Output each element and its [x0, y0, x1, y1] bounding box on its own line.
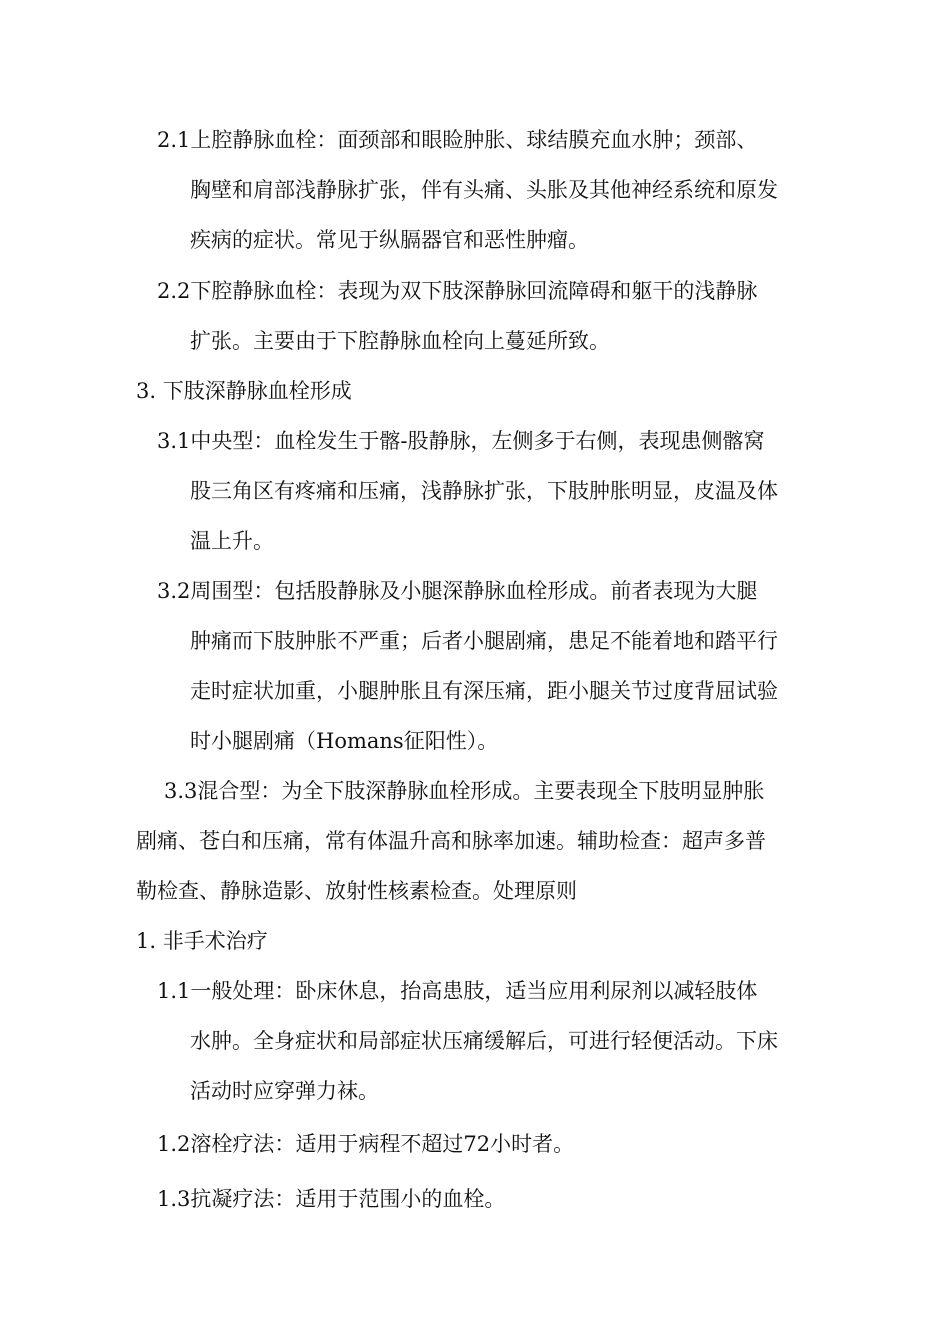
text-line: 胸壁和肩部浅静脉扩张，伴有头痛、头胀及其他神经系统和原发	[190, 178, 778, 202]
text-line: 勒检查、静脉造影、放射性核素检查。处理原则	[136, 879, 577, 903]
text-line: 水肿。全身症状和局部症状压痛缓解后，可进行轻便活动。下床	[190, 1029, 778, 1053]
section-heading: 1. 非手术治疗	[136, 929, 268, 953]
text-line: 温上升。	[190, 529, 274, 553]
text-line: 1.2溶栓疗法：适用于病程不超过72小时者。	[157, 1132, 575, 1156]
text-line: 股三角区有疼痛和压痛，浅静脉扩张，下肢肿胀明显，皮温及体	[190, 479, 778, 503]
text-line: 走时症状加重，小腿肿胀且有深压痛，距小腿关节过度背屈试验	[190, 679, 778, 703]
text-line: 1.3抗凝疗法：适用于范围小的血栓。	[157, 1187, 506, 1211]
text-line: 2.1上腔静脉血栓：面颈部和眼睑肿胀、球结膜充血水肿；颈部、	[157, 128, 758, 152]
text-line: 时小腿剧痛（Homans征阳性）。	[190, 729, 499, 753]
text-line: 3.1中央型：血栓发生于髂-股静脉，左侧多于右侧，表现患侧髂窝	[157, 429, 765, 453]
text-line: 3.2周围型：包括股静脉及小腿深静脉血栓形成。前者表现为大腿	[157, 579, 758, 603]
text-line: 剧痛、苍白和压痛，常有体温升高和脉率加速。辅助检查：超声多普	[136, 829, 766, 853]
section-heading: 3. 下肢深静脉血栓形成	[136, 379, 352, 403]
text-line: 1.1一般处理：卧床休息，抬高患肢，适当应用利尿剂以减轻肢体	[157, 979, 758, 1003]
text-line: 肿痛而下肢肿胀不严重；后者小腿剧痛，患足不能着地和踏平行	[190, 629, 778, 653]
text-line: 疾病的症状。常见于纵膈器官和恶性肿瘤。	[190, 228, 589, 252]
text-line: 活动时应穿弹力袜。	[190, 1079, 379, 1103]
text-line: 2.2下腔静脉血栓：表现为双下肢深静脉回流障碍和躯干的浅静脉	[157, 279, 758, 303]
text-line: 扩张。主要由于下腔静脉血栓向上蔓延所致。	[190, 329, 610, 353]
text-line: 3.3混合型：为全下肢深静脉血栓形成。主要表现全下肢明显肿胀	[164, 779, 765, 803]
